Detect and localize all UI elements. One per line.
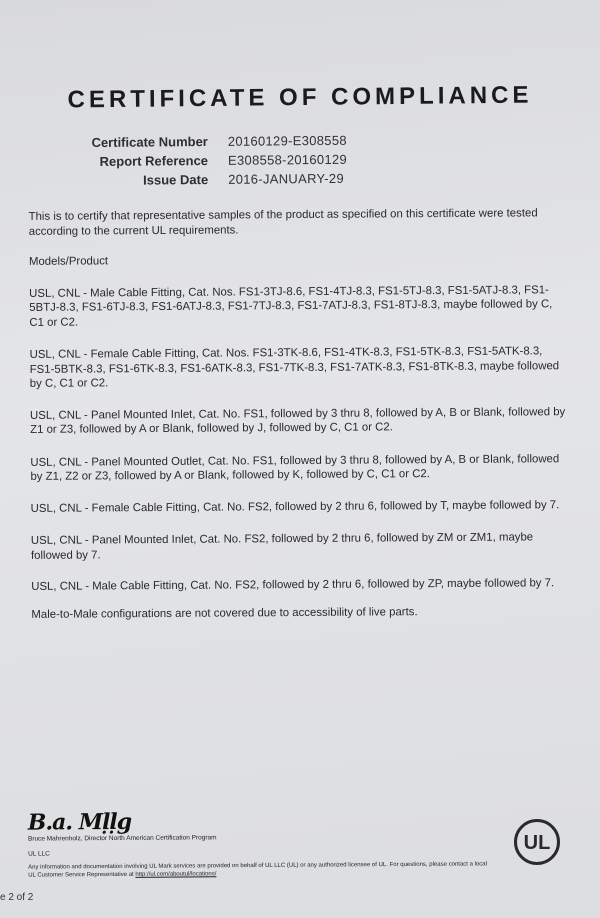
disclaimer-text: Any information and documentation involving UL Mark services are provided on behalf of UL LLC (UL) or any authorized licensee of UL. For questions, please contact a local UL Customer Service Representative at: [28, 861, 487, 879]
signer-name: Bruce Mahrenholz, Director North American Certification Program: [27, 834, 217, 843]
certificate-footer: [28, 806, 488, 879]
certificate-body: [29, 206, 572, 622]
model-entry: USL, CNL - Female Cable Fitting, Cat. No. FS2, followed by 2 thru 6, followed by T, maybe followed by 7.: [30, 498, 560, 515]
disclaimer: [28, 860, 488, 879]
model-entry: USL, CNL - Female Cable Fitting, Cat. Nos. FS1-3TK-8.6, FS1-4TK-8.3, FS1-5TK-8.3, FS1-5ATK-8.3, FS1-5BTK-8.3, FS1-6TK-8.3, FS1-6ATK-8.3, FS1-7TK-8.3, FS1-7ATK-8.3, FS1-8TK-8.3, maybe followed by C, C1 or C2.: [29, 345, 560, 390]
page-number: e 2 of 2: [0, 892, 34, 903]
issue-date-label: Issue Date: [143, 172, 209, 188]
models-heading: Models/Product: [28, 255, 109, 268]
coverage-note: Male-to-Male configurations are not covered due to accessibility of live parts.: [31, 605, 418, 621]
issue-date-row: [70, 169, 347, 190]
company-name: UL LLC: [28, 850, 50, 858]
report-reference-label: Report Reference: [99, 153, 209, 169]
certificate-number-label: Certificate Number: [91, 134, 208, 151]
issue-date-value: 2016-JANUARY-29: [228, 170, 345, 187]
certificate-number-value: 20160129-E308558: [227, 132, 347, 149]
model-entry: USL, CNL - Panel Mounted Outlet, Cat. No. FS1, followed by 3 thru 8, followed by A, B or Blank, followed by Z1, Z2 or Z3, followed by A or Blank, followed by K, followed by C, C1 or C2.: [30, 452, 560, 483]
signature: B.a. Mḷḷg: [27, 808, 132, 836]
report-reference-value: E308558-20160129: [227, 151, 348, 168]
model-entry: USL, CNL - Male Cable Fitting, Cat. Nos. FS1-3TJ-8.6, FS1-4TJ-8.3, FS1-5TJ-8.3, FS1-5ATJ-8.3, FS1-5BTJ-8.3, FS1-6TJ-8.3, FS1-6ATJ-8.3, FS1-7TJ-8.3, FS1-7ATJ-8.3, FS1-8TJ-8.3, maybe followed by C, C1 or C2.: [29, 283, 553, 329]
locations-link[interactable]: http://ul.com/aboutul/locations/: [135, 871, 217, 878]
model-entry: USL, CNL - Panel Mounted Inlet, Cat. No. FS1, followed by 3 thru 8, followed by A, B or Blank, followed by Z1 or Z3, followed by A or Blank, followed by J, followed by C, C1 or C2.: [29, 405, 566, 436]
model-entry: USL, CNL - Male Cable Fitting, Cat. No. FS2, followed by 2 thru 6, followed by ZP, maybe followed by 7.: [31, 577, 555, 593]
intro-paragraph: This is to certify that representative samples of the product as specified on this certificate were tested according to the current UL requirements.: [28, 207, 538, 238]
certificate-title: CERTIFICATE OF COMPLIANCE: [67, 81, 533, 114]
ul-logo-icon: [513, 818, 561, 866]
model-entry: USL, CNL - Panel Mounted Inlet, Cat. No. FS2, followed by 2 thru 6, followed by ZM or ZM1, maybe followed by 7.: [30, 531, 534, 562]
certificate-details: [70, 131, 348, 190]
certificate-number-row: [70, 131, 347, 152]
report-reference-row: [70, 150, 347, 171]
ul-logo-text: UL: [523, 832, 551, 854]
